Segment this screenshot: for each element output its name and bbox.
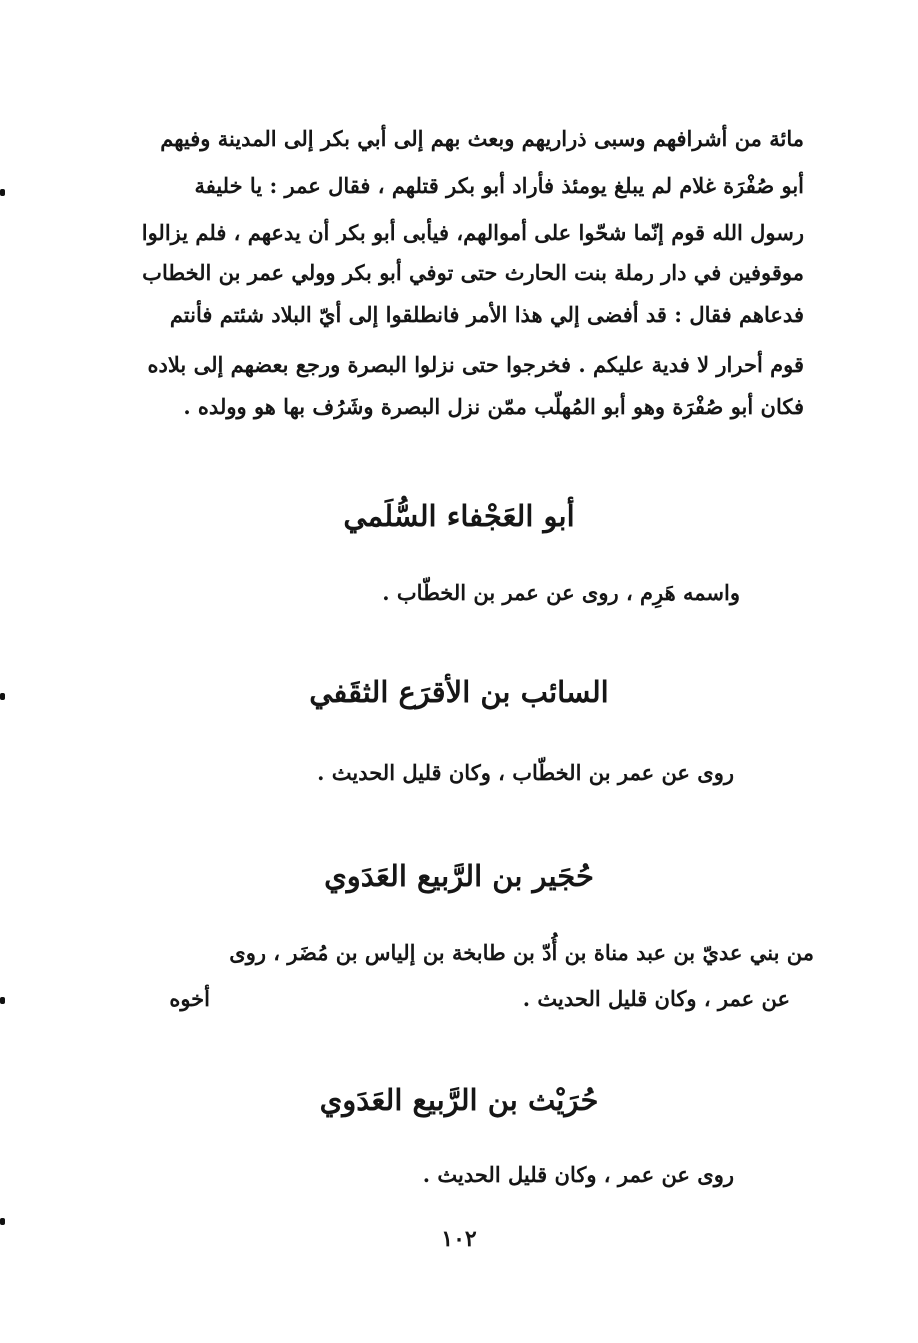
text-line: قوم أحرار لا فدية عليكم . فخرجوا حتى نزلوا البصرة ورجع بعضهم إلى بلاده bbox=[147, 352, 804, 377]
page-number: ١٠٢ bbox=[441, 1226, 477, 1252]
entry-text-line: من بني عديّ بن عبد مناة بن أُدّ بن طابخة بن إلياس بن مُضَر ، روى bbox=[229, 940, 814, 965]
entry-heading: حُرَيْث بن الرَّبيع العَدَوي bbox=[319, 1083, 599, 1117]
entry-heading: حُجَير بن الرَّبيع العَدَوي bbox=[324, 859, 594, 893]
entry-heading: أبو العَجْفاء السُّلَمي bbox=[343, 499, 575, 533]
text-line: أبو صُفْرَة غلام لم يبلغ يومئذ فأراد أبو بكر قتلهم ، فقال عمر : يا خليفة bbox=[194, 173, 804, 198]
entry-text-line: عن عمر ، وكان قليل الحديث . bbox=[522, 986, 790, 1011]
entry-text-line: روى عن عمر بن الخطّاب ، وكان قليل الحديث . bbox=[317, 760, 734, 785]
entry-side-note: أخوه bbox=[169, 986, 210, 1011]
text-line: فكان أبو صُفْرَة وهو أبو المُهلّب ممّن نزل البصرة وشَرُف بها هو وولده . bbox=[183, 394, 804, 419]
entry-text-line: روى عن عمر ، وكان قليل الحديث . bbox=[422, 1162, 734, 1187]
margin-mark bbox=[0, 997, 5, 1004]
entry-text-line: واسمه هَرِم ، روى عن عمر بن الخطّاب . bbox=[382, 580, 740, 605]
text-line: مائة من أشرافهم وسبى ذراريهم وبعث بهم إلى أبي بكر إلى المدينة وفيهم bbox=[160, 126, 804, 151]
text-line: رسول الله قوم إنّما شحّوا على أموالهم، فيأبى أبو بكر أن يدعهم ، فلم يزالوا bbox=[141, 220, 804, 245]
margin-mark bbox=[0, 1218, 5, 1225]
text-line: موقوفين في دار رملة بنت الحارث حتى توفي أبو بكر وولي عمر بن الخطاب bbox=[142, 260, 804, 285]
entry-heading: السائب بن الأقرَع الثقَفي bbox=[309, 675, 609, 709]
margin-mark bbox=[0, 693, 5, 700]
margin-mark bbox=[0, 189, 5, 196]
text-line: فدعاهم فقال : قد أفضى إلي هذا الأمر فانطلقوا إلى أيّ البلاد شئتم فأنتم bbox=[169, 302, 804, 327]
